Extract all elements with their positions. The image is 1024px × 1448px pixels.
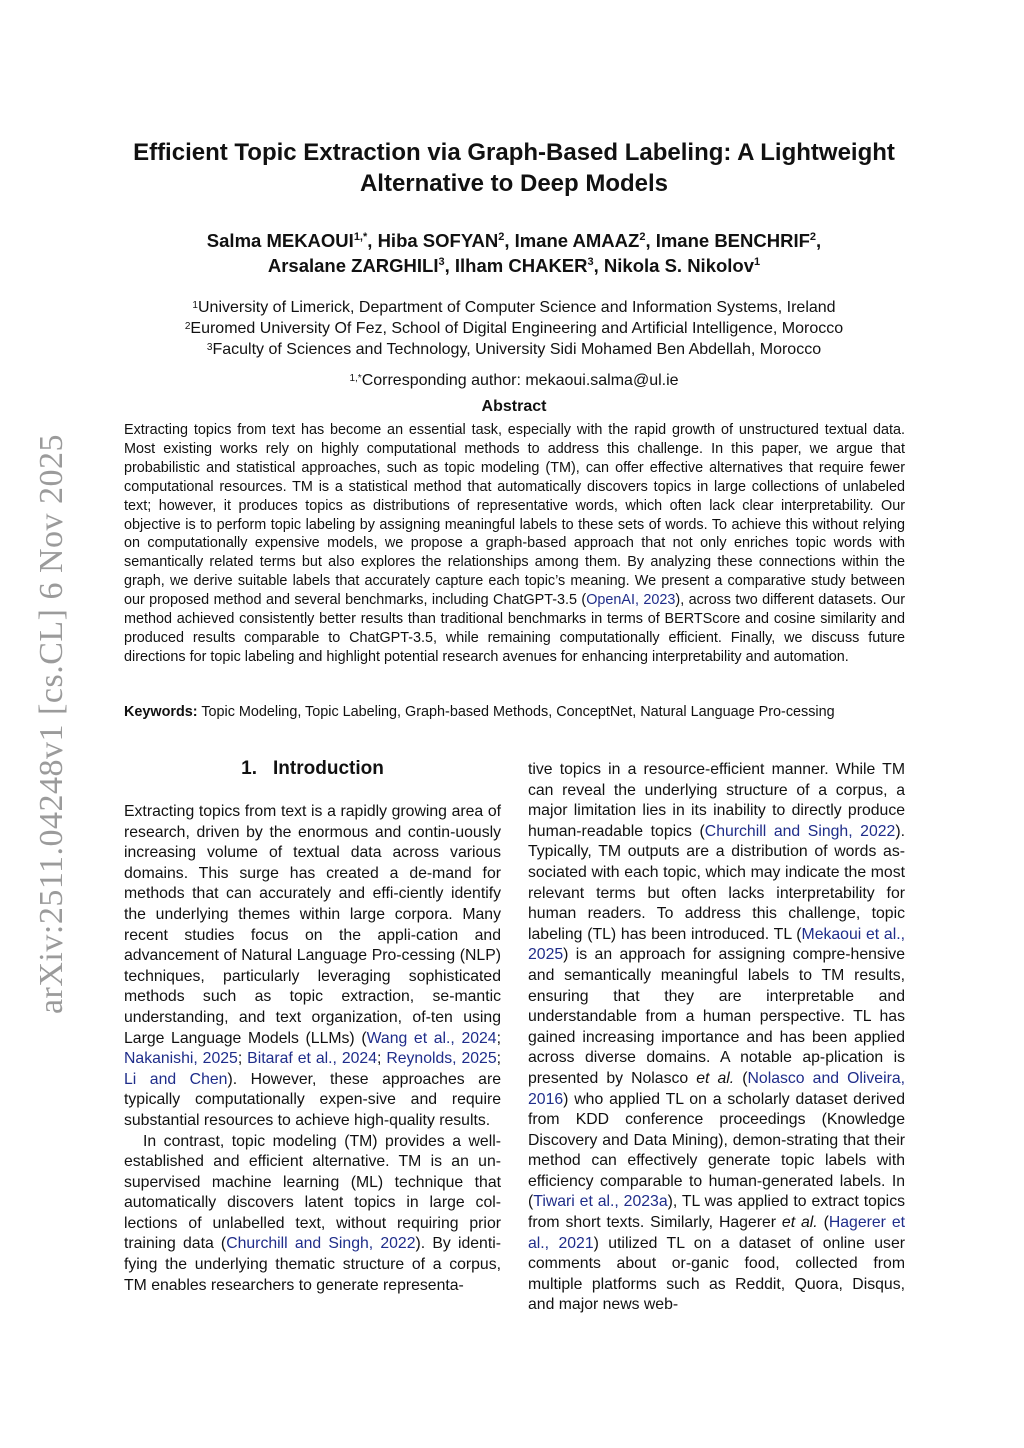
body-text: Extracting topics from text is a rapidly growing area of research, driven by the enormous and contin-uously increasing volume of textual data across various domains. This surge has created a de-mand for methods that can accurately and effi-ciently identify the underlying themes within large corpora. Many recent studies focus on the appli-cation and advancement of Natural Language Pro-cessing (NLP) techniques, particularly leveraging sophisticated methods such as topic extraction, se-mantic understanding, and text organization, of-ten using Large Language Models (LLMs) ( [124, 803, 501, 1047]
body-text: ( [817, 1214, 829, 1232]
citation-link[interactable]: Tiwari et al., 2023a [533, 1193, 668, 1211]
affiliation-mark: 3 [206, 342, 213, 353]
body-paragraph [124, 1132, 501, 1297]
citation-link[interactable]: OpenAI, 2023 [586, 592, 676, 609]
body-text: ). However, these approaches are typically computationally expen-sive and require substantial resources to achieve high-quality results. [124, 1070, 501, 1129]
author-affiliation-mark: 2 [498, 231, 505, 243]
affiliation-text: University of Limerick, Department of Computer Science and Information Systems, Ireland [197, 299, 836, 316]
body-paragraph [528, 760, 905, 1316]
citation-link[interactable]: Bitaraf et al., 2024 [247, 1050, 377, 1068]
citation-link[interactable]: Li and Chen [124, 1070, 228, 1088]
author-separator: , [816, 230, 822, 251]
keywords-label: Keywords: [124, 704, 198, 720]
author-separator: , [593, 255, 604, 276]
citation-link[interactable]: Hagerer et al., 2021 [528, 1214, 906, 1252]
citation-link[interactable]: Nakanishi, 2025 [124, 1050, 238, 1068]
body-text: ). Typically, TM outputs are a distribution of words as-sociated with each topic, which may indicate the most relevant terms but often lacks interpretability for human readers. To address this challenge, topic labeling (TL) has been introduced. TL ( [528, 822, 905, 943]
affiliation-text: Faculty of Sciences and Technology, University Sidi Mohamed Ben Abdellah, Morocco [212, 341, 822, 358]
author-name: Imane BENCHRIF [655, 230, 810, 251]
citation-separator: ; [376, 1050, 387, 1068]
italic-text: et al. [781, 1214, 818, 1232]
abstract-heading: Abstract [481, 398, 547, 415]
author-name: Hiba SOFYAN [377, 230, 499, 251]
author-name: Ilham CHAKER [454, 255, 588, 276]
affiliation-list [100, 297, 928, 360]
citation-link[interactable]: Churchill and Singh, 2022 [226, 1235, 416, 1253]
affiliation [100, 297, 928, 318]
affiliation [100, 339, 928, 360]
section-title: Introduction [273, 758, 384, 779]
body-text: ). By identi-fying the underlying thematic structure of a corpus, TM enables researchers to generate representa- [124, 1235, 501, 1294]
left-column [124, 757, 501, 1296]
section-number: 1. [241, 758, 258, 779]
abstract-body [124, 421, 905, 667]
corresponding-author [100, 370, 928, 391]
arxiv-stamp: arXiv:2511.04248v1 [cs.CL] 6 Nov 2025 [33, 433, 70, 1015]
affiliation [100, 318, 928, 339]
body-paragraph [124, 802, 501, 1132]
author-name: Nikola S. Nikolov [603, 255, 755, 276]
body-text: tive topics in a resource-efficient manner. While TM can reveal the underlying structure of a corpus, a major limitation lies in its inability to directly produce human-readable topics ( [528, 761, 905, 840]
paper-title: Efficient Topic Extraction via Graph-Based Labeling: A Lightweight Alternative to Deep Models [133, 139, 895, 197]
author-affiliation-mark: 3 [587, 256, 594, 268]
author-list [100, 228, 928, 278]
author-affiliation-mark: 2 [639, 231, 646, 243]
citation-link[interactable]: Mekaoui et al., 2025 [528, 925, 905, 964]
citation-link[interactable]: Churchill and Singh, 2022 [704, 822, 896, 840]
body-text: ) utilized TL on a dataset of online user comments about or-ganic food, collected from multiple platforms such as Reddit, Quora, Disqus, and major news web- [528, 1234, 905, 1314]
author-name: Arsalane ZARGHILI [267, 255, 439, 276]
author-separator: , [367, 230, 378, 251]
citation-link[interactable]: Nolasco and Oliveira, 2016 [528, 1069, 906, 1108]
author-separator: , [645, 230, 656, 251]
right-column [528, 760, 905, 1316]
corresponding-mark: 1,* [349, 373, 362, 384]
abstract-text: Extracting topics from text has become an essential task, especially with the rapid growth of unstructured textual data. Most existing works rely on highly computational methods to address this challenge. In this paper, we argue that probabilistic and statistical approaches, such as topic modeling (TM), can offer effective alternatives that require fewer computational resources. TM is a statistical method that automatically discovers topics in large collections of unlabeled text; however, it produces topics as distributions of representative words, which often lack clear interpretability. Our objective is to perform topic labeling by assigning meaningful labels to these sets of words. To achieve this without relying on computationally expensive models, we propose a graph-based approach that not only enriches topic words with semantically related terms but also explores the relationships among them. By analyzing these connections within the graph, we derive suitable labels that accurately capture each topic’s meaning. We present a comparative study between our proposed method and several benchmarks, including ChatGPT-3.5 ( [124, 422, 905, 609]
corresponding-text: Corresponding author: mekaoui.salma@ul.ie [361, 372, 679, 389]
citation-separator: ; [237, 1050, 248, 1068]
keywords [124, 703, 905, 723]
body-text: ), TL was applied to extract topics from short texts. Similarly, Hagerer [528, 1193, 905, 1232]
italic-text: et al. [696, 1069, 735, 1087]
body-text: In contrast, topic modeling (TM) provides a well-established and efficient alternative. TM is an un-supervised machine learning (ML) technique that automatically discovers latent topics in large col-lections of unlabelled text, without requiring prior training data ( [124, 1132, 501, 1253]
affiliation-mark: 1 [192, 300, 198, 311]
citation-separator: ; [496, 1029, 501, 1047]
affiliation-mark: 2 [184, 321, 191, 332]
abstract-text: ), across two different datasets. Our method achieved consistently better results than traditional benchmarks in terms of BERTScore and cosine similarity and produced results comparable to ChatGPT-3.5, while remaining computationally efficient. Finally, we discuss future directions for topic labeling and highlight potential research avenues for enhancing interpretability and automation. [124, 592, 906, 665]
body-text: ) is an approach for assigning compre-hensive and semantically meaningful labels to TM results, ensuring that they are interpretable and understandable from a human perspective. TL has gained increasing importance and has been applied across diverse domains. A notable ap-plication is presented by Nolasco [528, 946, 905, 1087]
author-separator: , [444, 255, 455, 276]
author-affiliation-mark: 1,* [353, 231, 368, 243]
author-name: Imane AMAAZ [514, 230, 640, 251]
author-affiliation-mark: 3 [438, 256, 445, 268]
body-text: ) who applied TL on a scholarly dataset derived from KDD conference proceedings (Knowledge Discovery and Data Mining), demon-strating that their method can effectively generate topic labels with efficiency comparable to human-generated labels. In ( [528, 1090, 905, 1211]
affiliation-text: Euromed University Of Fez, School of Digital Engineering and Artificial Intelligence, Morocco [190, 320, 844, 337]
body-text: ( [734, 1069, 748, 1087]
keywords-text: Topic Modeling, Topic Labeling, Graph-based Methods, ConceptNet, Natural Language Pro-cessing [201, 704, 835, 720]
author-name: Salma MEKAOUI [206, 230, 354, 251]
citation-link[interactable]: Wang et al., 2024 [366, 1029, 497, 1047]
citation-separator: ; [496, 1050, 502, 1068]
citation-link[interactable]: Reynolds, 2025 [386, 1050, 497, 1068]
author-affiliation-mark: 2 [809, 231, 817, 243]
section-heading [124, 757, 501, 781]
author-separator: , [504, 230, 515, 251]
author-affiliation-mark: 1 [754, 256, 761, 268]
